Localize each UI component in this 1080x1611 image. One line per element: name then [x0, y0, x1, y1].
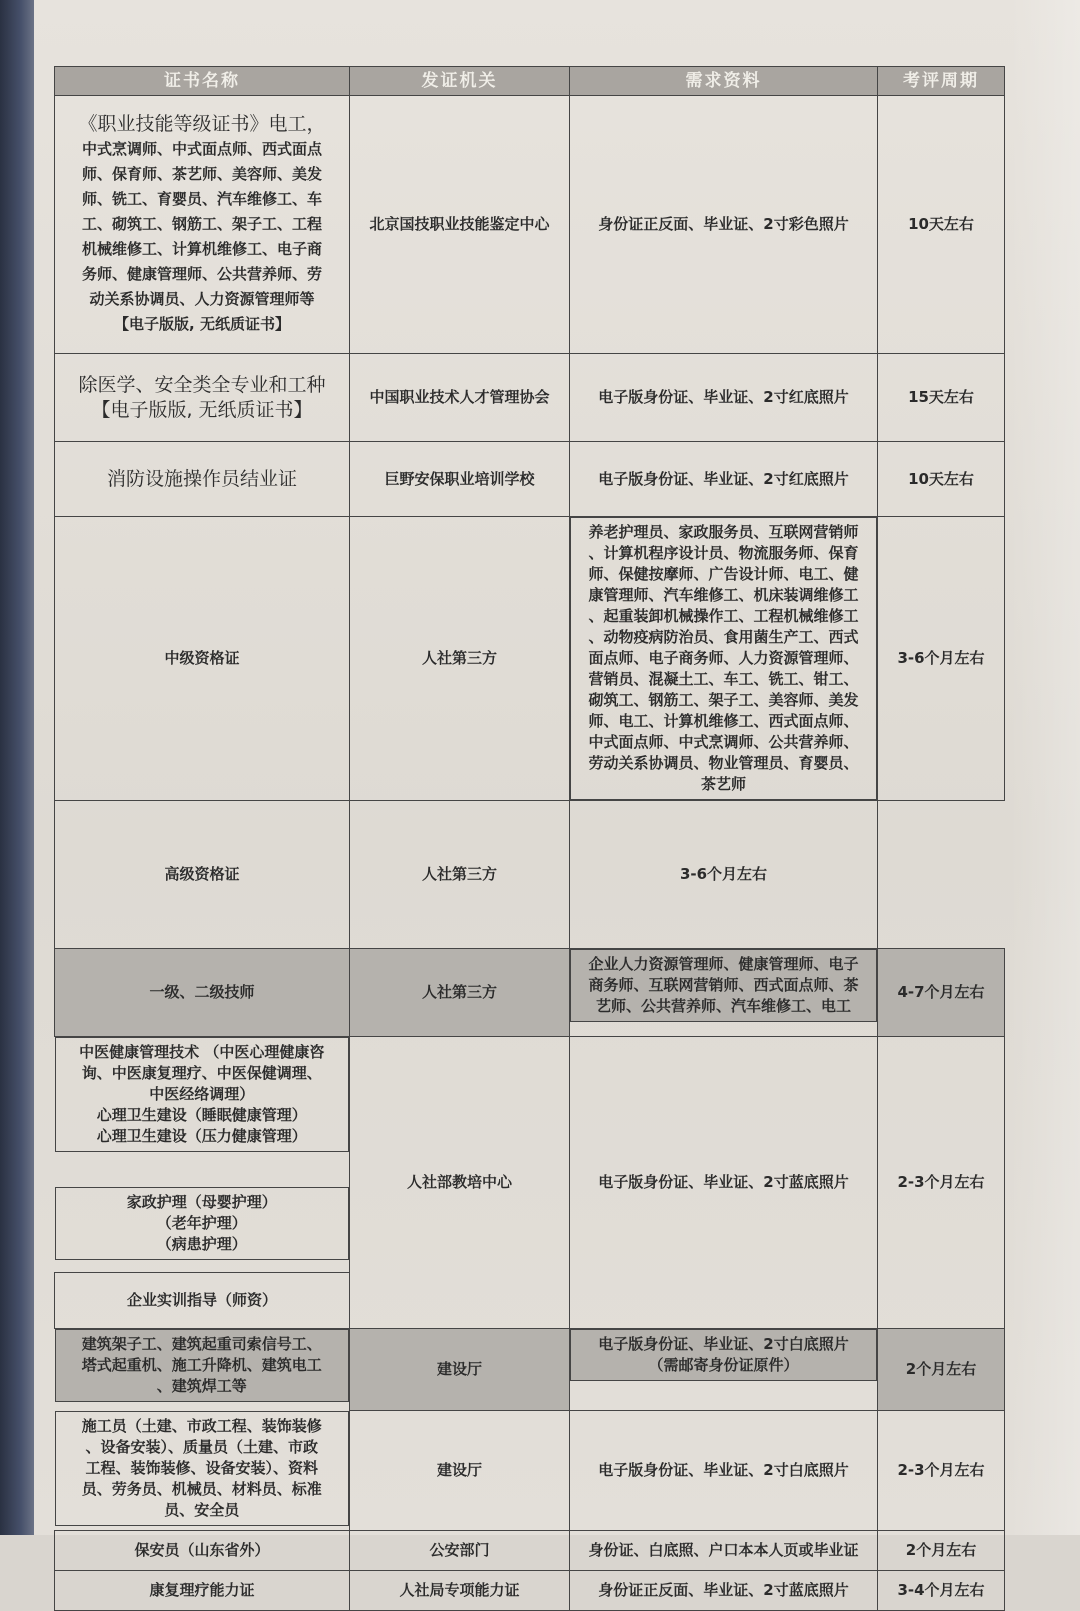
period-cell: 10天左右: [878, 442, 1005, 517]
table-row: [55, 354, 1005, 442]
cert-name-cell: 建筑架子工、建筑起重司索信号工、 塔式起重机、施工升降机、建筑电工 、建筑焊工等: [55, 1329, 350, 1402]
header-issuing-authority: 发证机关: [350, 67, 570, 96]
table-row: [55, 1531, 1005, 1571]
authority-cell: 人社第三方: [350, 517, 570, 801]
cert-name-main: 除医学、安全类全专业和工种: [78, 373, 326, 396]
cert-name-cell: 家政护理（母婴护理） （老年护理） （病患护理）: [55, 1187, 350, 1260]
authority-cell: 巨野安保职业培训学校: [350, 442, 570, 517]
cert-name-cell: 中医健康管理技术 （中医心理健康咨 询、中医康复理疗、中医保健调理、 中医经络调理） 心理卫生建设（睡眠健康管理） 心理卫生建设（压力健康管理）: [55, 1037, 350, 1152]
period-cell: 4-7个月左右: [878, 949, 1005, 1037]
authority-cell: 北京国技职业技能鉴定中心: [350, 96, 570, 354]
materials-cell: 养老护理员、家政服务员、互联网营销师 、计算机程序设计员、物流服务师、保育 师、保健按摩师、广告设计师、电工、健 康管理师、汽车维修工、机床装调维修工 、起重装卸机械操作工、工程机械维修工 、动物疫病防治员、食用菌生产工、西式 面点师、电子商务师、人力资源管理师、 营销员、混凝土工、车工、铣工、钳工、 砌筑工、钢筋工、架子工、美容师、美发 师、电工、计算机维修工、西式面点师、 中式面点师、中式烹调师、公共营养师、 劳动关系协调员、物业管理员、育婴员、 茶艺师: [570, 517, 877, 800]
cert-name-cell: 一级、二级技师: [55, 949, 350, 1037]
cert-name-cell: 保安员（山东省外）: [55, 1531, 350, 1571]
period-cell: 3-6个月左右: [878, 517, 1005, 801]
period-cell: 2个月左右: [878, 1531, 1005, 1571]
period-cell: 3-4个月左右: [878, 1571, 1005, 1611]
period-cell: 10天左右: [878, 96, 1005, 354]
materials-cell: 电子版身份证、毕业证、2寸红底照片: [570, 354, 878, 442]
materials-cell: 身份证、白底照、户口本本人页或毕业证: [570, 1531, 878, 1571]
cert-name-detail: 中式烹调师、中式面点师、西式面点 师、保育师、茶艺师、美容师、美发 师、铣工、育婴员、汽车维修工、车 工、砌筑工、钢筋工、架子工、工程 机械维修工、计算机维修工、电子商 务师、健康管理师、公共营养师、劳 动关系协调员、人力资源管理师等: [81, 140, 322, 308]
cert-name-cell: 施工员（土建、市政工程、装饰装修 、设备安装）、质量员（土建、市政 工程、装饰装修、设备安装）、资料 员、劳务员、机械员、材料员、标准 员、安全员: [55, 1411, 350, 1526]
header-certificate-name: 证书名称: [55, 67, 350, 96]
materials-cell: 电子版身份证、毕业证、2寸蓝底照片: [570, 1037, 878, 1329]
period-cell: 3-6个月左右: [570, 801, 878, 949]
certificate-table-container: [54, 66, 1004, 1611]
cert-name-cell: 企业实训指导（师资）: [55, 1273, 350, 1329]
authority-cell: 人社第三方: [350, 949, 570, 1037]
cert-name-cell: 康复理疗能力证: [55, 1571, 350, 1611]
authority-cell: 中国职业技术人才管理协会: [350, 354, 570, 442]
materials-cell: 电子版身份证、毕业证、2寸白底照片: [570, 1411, 878, 1531]
table-row: [55, 1571, 1005, 1611]
table-row: [55, 801, 1005, 949]
table-row: [55, 949, 1005, 1037]
cert-name-note: 【电子版版, 无纸质证书】: [114, 315, 290, 333]
cert-name-cell: [55, 354, 350, 442]
materials-cell: 电子版身份证、毕业证、2寸红底照片: [570, 442, 878, 517]
authority-cell: 建设厅: [350, 1329, 570, 1411]
materials-cell: 身份证正反面、毕业证、2寸彩色照片: [570, 96, 878, 354]
period-cell: 2-3个月左右: [878, 1037, 1005, 1329]
header-required-materials: 需求资料: [570, 67, 878, 96]
authority-cell: 人社局专项能力证: [350, 1571, 570, 1611]
cert-name-main: 《职业技能等级证书》电工，: [78, 113, 326, 135]
authority-cell: 公安部门: [350, 1531, 570, 1571]
table-header-row: [55, 67, 1005, 96]
authority-cell: 人社第三方: [350, 801, 570, 949]
materials-cell: 企业人力资源管理师、健康管理师、电子 商务师、互联网营销师、西式面点师、茶 艺师、公共营养师、汽车维修工、电工: [570, 949, 877, 1022]
materials-cell: 电子版身份证、毕业证、2寸白底照片 （需邮寄身份证原件）: [570, 1329, 877, 1381]
header-assessment-period: 考评周期: [878, 67, 1005, 96]
table-row: [55, 442, 1005, 517]
period-cell: 15天左右: [878, 354, 1005, 442]
cert-name-note: 【电子版版, 无纸质证书】: [91, 398, 313, 421]
cert-name-cell: 中级资格证: [55, 517, 350, 801]
cert-name-cell: 高级资格证: [55, 801, 350, 949]
table-row: [55, 1037, 1005, 1187]
paper-fold-shadow: [1010, 0, 1080, 1535]
period-cell: 2-3个月左右: [878, 1411, 1005, 1531]
certificate-table: [54, 66, 1005, 1611]
cert-name-cell: [55, 96, 350, 354]
table-row: [55, 517, 1005, 801]
materials-cell: 身份证正反面、毕业证、2寸蓝底照片: [570, 1571, 878, 1611]
authority-cell: 人社部教培中心: [350, 1037, 570, 1329]
cert-name-cell: 消防设施操作员结业证: [55, 442, 350, 517]
period-cell: 2个月左右: [878, 1329, 1005, 1411]
table-row: [55, 96, 1005, 354]
table-row: [55, 1411, 1005, 1531]
authority-cell: 建设厅: [350, 1411, 570, 1531]
table-row: [55, 1329, 1005, 1411]
